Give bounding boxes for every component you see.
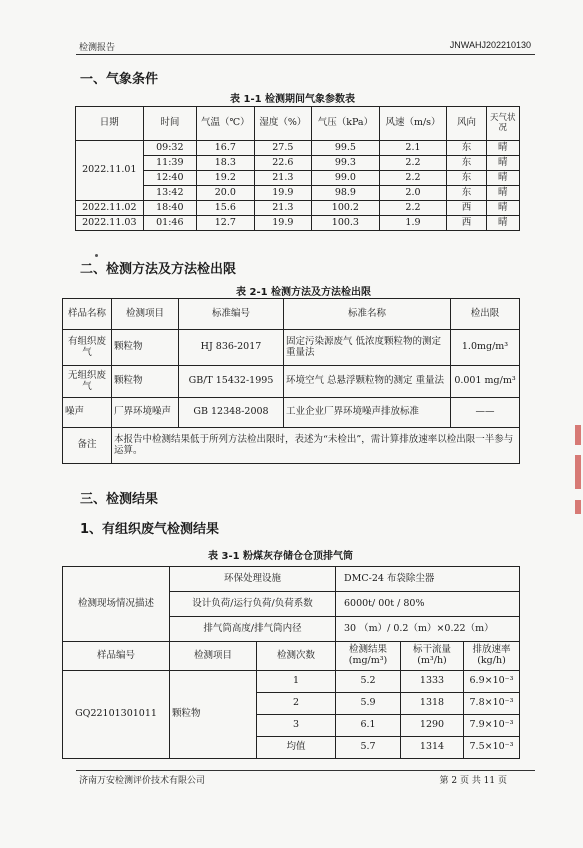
date-cell: 2022.11.03 (76, 216, 144, 231)
section-3-subheading: 1、有组织废气检测结果 (80, 522, 220, 537)
col-header: 检测项目 (170, 642, 257, 671)
weather-table (75, 106, 520, 231)
table-cell: 16.7 (197, 141, 255, 156)
table-cell: 19.9 (254, 186, 312, 201)
table-cell: 1.0mg/m³ (451, 330, 520, 366)
table-cell: 晴 (486, 186, 519, 201)
section-3-heading: 三、检测结果 (80, 492, 159, 507)
table-cell: 晴 (486, 141, 519, 156)
table-cell: 100.2 (312, 201, 380, 216)
table-cell: 22.6 (254, 156, 312, 171)
table-cell: 晴 (486, 171, 519, 186)
col-header: 标准名称 (284, 299, 451, 330)
table-2-caption: 表 2-1 检测方法及方法检出限 (236, 287, 372, 298)
company-name: 济南万安检测评价技术有限公司 (79, 776, 206, 786)
table-row (63, 366, 520, 398)
col-header: 检出限 (451, 299, 520, 330)
table-cell: 21.3 (254, 201, 312, 216)
col-header: 风速（m/s） (379, 107, 447, 141)
table-cell: 固定污染源废气 低浓度颗粒物的测定 重量法 (284, 330, 451, 366)
desc-label: 检测现场情况描述 (63, 567, 170, 642)
table-cell: 2.2 (379, 156, 447, 171)
col-header: 气温（℃） (197, 107, 255, 141)
table-cell: 6.1 (336, 715, 401, 737)
table-cell: 晴 (486, 201, 519, 216)
table-cell: 东 (447, 171, 486, 186)
table-cell: 98.9 (312, 186, 380, 201)
stamp-edge (575, 425, 581, 445)
table-cell: 20.0 (197, 186, 255, 201)
table-cell: 1333 (401, 671, 464, 693)
table-cell: 厂界环境噪声 (112, 398, 179, 428)
table-cell: 2.1 (379, 141, 447, 156)
section-1-heading: 一、气象条件 (80, 72, 159, 87)
table-cell: 5.9 (336, 693, 401, 715)
table-cell: HJ 836-2017 (179, 330, 284, 366)
col-header: 标干流量(m³/h) (401, 642, 464, 671)
note-label: 备注 (63, 428, 112, 464)
table-cell: 19.2 (197, 171, 255, 186)
table-cell: 19.9 (254, 216, 312, 231)
report-number: JNWAHJ202210130 (449, 40, 531, 50)
table-cell: 2 (257, 693, 336, 715)
page-number: 第 2 页 共 11 页 (439, 776, 507, 786)
table-cell: 1290 (401, 715, 464, 737)
col-header: 检测次数 (257, 642, 336, 671)
table-cell: 有组织废气 (63, 330, 112, 366)
desc-key: 设计负荷/运行负荷/负荷系数 (170, 592, 336, 617)
desc-value: 30 （m）/ 0.2（m）×0.22（m） (336, 617, 520, 642)
table-cell: 0.001 mg/m³ (451, 366, 520, 398)
table-cell: 东 (447, 156, 486, 171)
table-cell: 西 (447, 216, 486, 231)
table-cell: 1314 (401, 737, 464, 759)
table-row (76, 216, 520, 231)
table-row (76, 141, 520, 156)
stamp-edge (575, 500, 581, 514)
col-header: 标准编号 (179, 299, 284, 330)
result-table (62, 566, 520, 759)
scan-speck (95, 254, 98, 257)
table-cell: 7.5×10⁻³ (464, 737, 520, 759)
date-cell: 2022.11.02 (76, 201, 144, 216)
desc-value: 6000t/ 00t / 80% (336, 592, 520, 617)
table-cell: 01:46 (143, 216, 196, 231)
table-cell: 2.2 (379, 171, 447, 186)
table-cell: 12:40 (143, 171, 196, 186)
table-cell: 颗粒物 (112, 330, 179, 366)
desc-key: 环保处理设施 (170, 567, 336, 592)
table-row (63, 671, 520, 693)
date-cell: 2022.11.01 (76, 141, 144, 201)
table-row (63, 398, 520, 428)
table-cell: 13:42 (143, 186, 196, 201)
table-cell: 100.3 (312, 216, 380, 231)
header-rule (76, 54, 535, 55)
table-cell: 1318 (401, 693, 464, 715)
desc-value: DMC-24 布袋除尘器 (336, 567, 520, 592)
col-header: 天气状况 (486, 107, 519, 141)
table-cell: 东 (447, 186, 486, 201)
table-cell: GB/T 15432-1995 (179, 366, 284, 398)
table-row (63, 428, 520, 464)
col-header: 日期 (76, 107, 144, 141)
table-cell: 均值 (257, 737, 336, 759)
note-text: 本报告中检测结果低于所列方法检出限时，表述为“未检出”，需计算排放速率以检出限一半参与运算。 (112, 428, 520, 464)
col-header: 检测项目 (112, 299, 179, 330)
col-header: 排放速率(kg/h) (464, 642, 520, 671)
table-cell: 西 (447, 201, 486, 216)
col-header: 时间 (143, 107, 196, 141)
table-row (76, 201, 520, 216)
method-table (62, 298, 520, 464)
header-title: 检测报告 (79, 43, 116, 53)
col-header: 湿度（%） (254, 107, 312, 141)
table-cell: 99.0 (312, 171, 380, 186)
col-header: 气压（kPa） (312, 107, 380, 141)
table-cell: 环境空气 总悬浮颗粒物的测定 重量法 (284, 366, 451, 398)
table-cell: 1.9 (379, 216, 447, 231)
table-cell: 7.9×10⁻³ (464, 715, 520, 737)
table-cell: 7.8×10⁻³ (464, 693, 520, 715)
col-header: 风向 (447, 107, 486, 141)
test-item: 颗粒物 (170, 671, 257, 759)
table-cell: 15.6 (197, 201, 255, 216)
table-cell: 晴 (486, 216, 519, 231)
table-cell: 27.5 (254, 141, 312, 156)
table-cell: —— (451, 398, 520, 428)
table-cell: 09:32 (143, 141, 196, 156)
table-3-caption: 表 3-1 粉煤灰存储仓仓顶排气筒 (208, 551, 354, 562)
section-2-heading: 二、检测方法及方法检出限 (80, 262, 237, 277)
table-cell: 1 (257, 671, 336, 693)
table-cell: 18:40 (143, 201, 196, 216)
table-cell: 噪声 (63, 398, 112, 428)
table-cell: 3 (257, 715, 336, 737)
table-cell: 东 (447, 141, 486, 156)
col-header: 检测结果(mg/m³) (336, 642, 401, 671)
table-cell: 2.0 (379, 186, 447, 201)
table-cell: 无组织废气 (63, 366, 112, 398)
col-header: 样品编号 (63, 642, 170, 671)
table-cell: 99.5 (312, 141, 380, 156)
table-row (63, 330, 520, 366)
table-cell: 99.3 (312, 156, 380, 171)
table-cell: 工业企业厂界环境噪声排放标准 (284, 398, 451, 428)
table-cell: 18.3 (197, 156, 255, 171)
table-cell: 晴 (486, 156, 519, 171)
table-cell: 11:39 (143, 156, 196, 171)
stamp-edge (575, 455, 581, 489)
table-cell: 12.7 (197, 216, 255, 231)
table-1-caption: 表 1-1 检测期间气象参数表 (230, 94, 356, 105)
desc-key: 排气筒高度/排气筒内径 (170, 617, 336, 642)
table-cell: 颗粒物 (112, 366, 179, 398)
table-cell: 2.2 (379, 201, 447, 216)
table-cell: 5.2 (336, 671, 401, 693)
sample-id: GQ22101301011 (63, 671, 170, 759)
table-cell: GB 12348-2008 (179, 398, 284, 428)
col-header: 样品名称 (63, 299, 112, 330)
table-cell: 6.9×10⁻³ (464, 671, 520, 693)
table-cell: 5.7 (336, 737, 401, 759)
table-cell: 21.3 (254, 171, 312, 186)
footer-rule (76, 770, 535, 771)
